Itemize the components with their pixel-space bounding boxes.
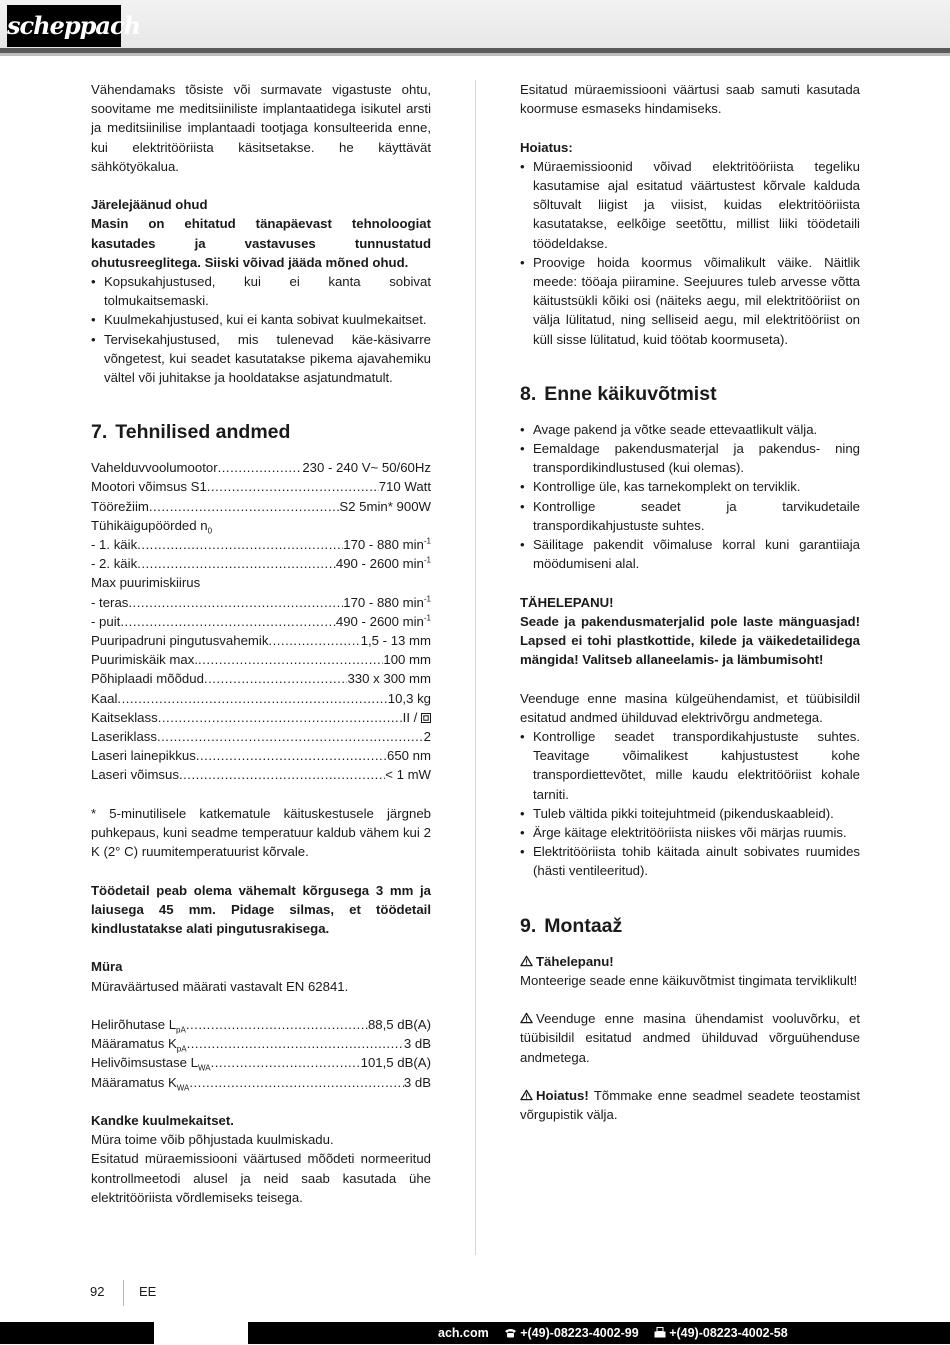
- spec-row: Helirõhutase $L_{pA}$ ..... 88,5 dB(A): [91, 1015, 431, 1034]
- noise-values-intro: Esitatud müraemissiooni väärtusi saab samuti kasutada koormuse esmaseks hindamiseks.: [520, 82, 860, 117]
- list-item: • Kontrollige seadet ja tarvikudetaile transpordikahjustuste suhtes.: [520, 497, 860, 535]
- spec-row: - 1. käik ..... 170 - 880 $\min^{-1}$: [91, 535, 431, 554]
- section-7-heading: 7. Tehnilised andmed: [91, 421, 291, 444]
- spec-row: Kaal ..... 10,3 kg: [91, 689, 431, 708]
- spec-row: - puit ..... 490 - 2600 $\min^{-1}$: [91, 612, 431, 631]
- warning-title: Hoiatus:: [520, 139, 573, 155]
- warning-triangle-icon: [520, 1089, 533, 1101]
- list-item: • Müraemissioonid võivad elektritööriista tegeliku kasutamise ajal esitatud väärtustest kõrvale kalduda sõltuvalt liigist ja viisist, kuidas elektritööriista kasutatakse, eelkõige seetõttu, millist liiki töödetaili töödeldakse.: [520, 157, 860, 253]
- warning-triangle-icon: [520, 1012, 533, 1024]
- implant-warning-text: Vähendamaks tõsiste või surmavate vigastuste ohtu, soovitame me meditsiiniliste implantaatidega isikutel arsti ja meditsiinilise implantaadi tootjaga konsulteerida enne, kui elektritööriista käsitsetakse. he käyttävät sähkötyökalua.: [91, 82, 431, 174]
- spec-row: - teras ..... 170 - 880 $\min^{-1}$: [91, 593, 431, 612]
- spec-row: Põhiplaadi mõõdud ..... 330 x 300 mm: [91, 669, 431, 688]
- spec-row: Vahelduvvoolumootor ..... 230 - 240 V~ 50/60Hz: [91, 458, 431, 477]
- list-item: • Proovige hoida koormus võimalikult väike. Näitlik meede: tööaja piiramine. Seejuures tuleb arvesse võtta käitustsükli kõiki osi (näiteks aegu, mil elektritööriist on välja lülitatud, ning selliseid aegu, mil elektritööriist on küll sisse lülitatud, kuid töötab koormuseta).: [520, 253, 860, 349]
- language-code: EE: [139, 1284, 157, 1299]
- list-item: • Elektritööriista tohib käitada ainult sobivates ruumides (hästi ventileeritud).: [520, 842, 860, 880]
- startup-list: [520, 420, 860, 574]
- phone-icon: [504, 1328, 517, 1338]
- connection-text: Veenduge enne masina külgeühendamist, et tüübisildil esitatud andmed ühilduvad elektrivõrgu andmetega.: [520, 690, 860, 725]
- protection-class-ii-icon: [421, 713, 431, 723]
- noise-measurement-text: Esitatud müraemissiooni väärtused mõõdeti normeeritud kontrollmeetodi alusel ja neid saab kasutada ühe elektritööriista võrdlemiseks teisega.: [91, 1151, 431, 1205]
- spec-row: Mootori võimsus S1 ..... 710 Watt: [91, 477, 431, 496]
- spec-row: Max puurimiskiirus: [91, 575, 201, 591]
- column-divider: [475, 80, 476, 1255]
- section-8-heading: 8. Enne käikuvõtmist: [520, 382, 717, 405]
- phone-number: +(49)-08223-4002-99: [520, 1326, 639, 1340]
- residual-risks-list: [91, 272, 431, 387]
- spec-row: - 2. käik ..... 490 - 2600 $\min^{-1}$: [91, 554, 431, 573]
- spec-row: Puurimiskäik max. ..... 100 mm: [91, 650, 431, 669]
- list-item: • Tuleb vältida pikki toitejuhtmeid (pikenduskaableid).: [520, 804, 860, 823]
- technical-data-table: [91, 458, 431, 784]
- unplug-warning: Hoiatus! Tõmmake enne seadmel seadete teostamist võrgupistik välja.: [520, 1088, 860, 1123]
- warning-triangle-icon: [520, 955, 533, 967]
- website-text: ach.com: [438, 1326, 489, 1340]
- footnote: * 5-minutilisele katkematule käituskestusele järgneb puhkepaus, kuni seadme temperatuur kaldub vähem kui 2 K (2° C) ruumitemperatuurist kõrvale.: [91, 805, 431, 860]
- network-note: Veenduge enne masina ühendamist vooluvõrku, et tüübisildil esitatud andmed ühilduvad võrguühenduse andmetega.: [520, 1011, 860, 1065]
- contact-bar-gap: [154, 1322, 248, 1344]
- footer-separator: [123, 1280, 124, 1306]
- noise-title: Müra: [91, 959, 123, 975]
- ear-protection-title: Kandke kuulmekaitset.: [91, 1113, 234, 1129]
- list-item: • Tervisekahjustused, mis tulenevad käe-käsivarre võngetest, kui seadet kasutatakse pikema ajavahemiku vältel või juhitakse ja hooldatakse asjatundmatult.: [91, 330, 431, 388]
- caution-title: Tähelepanu!: [520, 952, 860, 971]
- list-item: • Ärge käitage elektritööriista niiskes või märjas ruumis.: [520, 823, 860, 842]
- list-item: • Säilitage pakendit võimaluse korral kuni garantiiaja möödumiseni alal.: [520, 535, 860, 573]
- spec-row: Laseri lainepikkus ..... 650 nm: [91, 746, 431, 765]
- fax-number: +(49)-08223-4002-58: [669, 1326, 788, 1340]
- ear-protection-text: Müra toime võib põhjustada kuulmiskadu.: [91, 1132, 334, 1148]
- residual-risks-intro: Masin on ehitatud tänapäevast tehnoloogiat kasutades ja vastavuses tunnustatud ohutusreeglitega. Siiski võivad jääda mõned ohud.: [91, 216, 431, 270]
- list-item: • Avage pakend ja võtke seade ettevaatlikult välja.: [520, 420, 860, 439]
- workpiece-note: Töödetail peab olema vähemalt kõrgusega 3 mm ja laiusega 45 mm. Pidage silmas, et töödetail kindlustatakse alati pingutusrakisega.: [91, 882, 431, 937]
- list-item: • Kopsukahjustused, kui ei kanta sobivat tolmukaitsemaski.: [91, 272, 431, 310]
- fax-icon: [654, 1327, 666, 1338]
- right-column: [520, 80, 860, 1124]
- spec-row: Helivõimsustase $L_{WA}$ ..... 101,5 dB(A): [91, 1053, 431, 1072]
- brand-logo: scheppach: [7, 5, 121, 47]
- spec-row: Kaitseklass ..... II /: [91, 708, 431, 727]
- page-number: 92: [90, 1284, 105, 1299]
- warning-list: [520, 157, 860, 349]
- spec-row: Määramatus $K_{pA}$ ..... 3 dB: [91, 1034, 431, 1053]
- left-column: [91, 80, 431, 1207]
- spec-row: Puuripadruni pingutusvahemik ..... 1,5 - 13 mm: [91, 631, 431, 650]
- list-item: • Kontrollige üle, kas tarnekomplekt on terviklik.: [520, 477, 860, 496]
- connection-list: [520, 727, 860, 881]
- attention-title: TÄHELEPANU!: [520, 594, 614, 610]
- noise-table: [91, 1015, 431, 1092]
- spec-row: Määramatus $K_{WA}$ ..... 3 dB: [91, 1073, 431, 1092]
- noise-text: Müraväärtused määrati vastavalt EN 62841.: [91, 978, 349, 994]
- residual-risks-title: Järelejäänud ohud: [91, 197, 208, 213]
- list-item: • Kontrollige seadet transpordikahjustuste suhtes. Teavitage võimalikest kahjustustest kohe transpordiettevõtet, mille kaudu elektritööriist kohale tarniti.: [520, 727, 860, 804]
- spec-row: Tühikäigupöörded $n_0$: [91, 517, 213, 536]
- attention-text: Seade ja pakendusmaterjalid pole laste mänguasjad! Lapsed ei tohi plastkottide, kilede ja väikedetailidega mängida! Valitseb allaneelamis- ja lämbumisoht!: [520, 613, 860, 668]
- spec-row: Laseriklass ..... 2: [91, 727, 431, 746]
- list-item: • Eemaldage pakendusmaterjal ja pakendus- ning transpordikindlustused (kui olemas).: [520, 439, 860, 477]
- header-rule-light: [0, 53, 950, 56]
- contact-info: [438, 1322, 800, 1344]
- page-header: [0, 0, 950, 52]
- spec-row: Laseri võimsus ..... < 1 mW: [91, 765, 431, 784]
- spec-row: Töörežiim ..... S2 5min* 900W: [91, 497, 431, 516]
- section-9-heading: 9. Montaaž: [520, 914, 623, 937]
- caution-text: Monteerige seade enne käikuvõtmist tingimata terviklikult!: [520, 972, 858, 988]
- list-item: • Kuulmekahjustused, kui ei kanta sobivat kuulmekaitset.: [91, 310, 431, 329]
